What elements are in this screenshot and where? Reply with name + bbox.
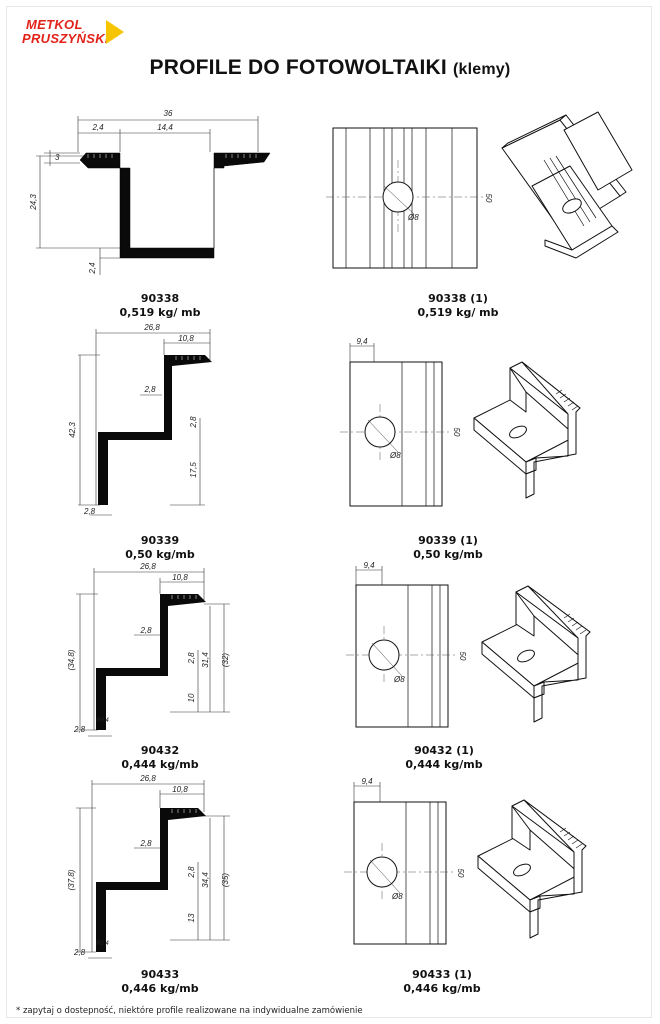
clamp-code: 90433 (1) xyxy=(412,968,472,981)
clamp-code: 90339 (1) xyxy=(418,534,478,547)
dim-offset: 9,4 xyxy=(361,777,373,786)
dim-height: (34,8) xyxy=(67,649,76,671)
dim-radius: R0,4 xyxy=(96,941,109,947)
dim-length: 50 xyxy=(452,427,461,437)
profile-code: 90338 xyxy=(140,292,180,305)
dim-height: (37,8) xyxy=(67,869,76,891)
title-sub: (klemy) xyxy=(453,61,511,78)
dim-t2: 2,8 xyxy=(187,866,196,878)
dim-length: 50 xyxy=(456,868,465,878)
profile-weight: 0,446 kg/mb xyxy=(121,982,199,995)
logo-line1: METKOL xyxy=(26,17,83,32)
dim-bottom: 2,4 xyxy=(88,262,97,274)
dim-lower: 10 xyxy=(187,693,196,703)
dim-lower: 13 xyxy=(187,913,196,923)
dim-h2: (35) xyxy=(221,872,230,888)
dim-lower: 17,5 xyxy=(189,462,198,478)
dim-base: 2,8 xyxy=(84,507,96,516)
dim-inner: 14,4 xyxy=(157,123,173,132)
dim-top: 3 xyxy=(55,153,60,162)
dim-hole: Ø8 xyxy=(392,892,403,901)
profile-code: 90432 xyxy=(140,744,180,757)
title-main: PROFILE DO FOTOWOLTAIKI xyxy=(149,56,447,79)
dim-offset: 9,4 xyxy=(363,561,375,570)
dim-width: 26,8 xyxy=(144,323,160,332)
clamp-weight: 0,444 kg/mb xyxy=(405,758,483,771)
dim-base: 2,8 xyxy=(74,725,86,734)
profile-weight: 0,50 kg/mb xyxy=(125,548,195,561)
dim-width: 36 xyxy=(163,109,173,118)
dim-t1: 2,8 xyxy=(144,385,156,394)
dim-base: 2,8 xyxy=(74,948,86,957)
profile-weight: 0,519 kg/ mb xyxy=(119,306,201,319)
dim-h2: (32) xyxy=(221,652,230,668)
dim-h1: 31,4 xyxy=(201,652,210,668)
clamp-weight: 0,519 kg/ mb xyxy=(417,306,499,319)
dim-t1: 2,8 xyxy=(140,626,152,635)
dim-height: 24,3 xyxy=(29,194,38,210)
dim-length: 50 xyxy=(458,651,467,661)
profile-weight: 0,444 kg/mb xyxy=(121,758,199,771)
dim-left: 2,4 xyxy=(92,123,104,132)
dim-offset: 9,4 xyxy=(356,337,368,346)
dim-width: 26,8 xyxy=(140,562,156,571)
clamp-code: 90432 (1) xyxy=(414,744,474,757)
dim-height: 42,3 xyxy=(68,422,77,438)
dim-t1: 2,8 xyxy=(140,839,152,848)
dim-hole: Ø8 xyxy=(408,213,419,222)
dim-radius: R0,4 xyxy=(96,718,109,724)
clamp-weight: 0,50 kg/mb xyxy=(413,548,483,561)
profile-code: 90339 xyxy=(140,534,180,547)
dim-hole: Ø8 xyxy=(394,675,405,684)
dim-t2: 2,8 xyxy=(189,416,198,428)
dim-flange: 10,8 xyxy=(172,785,188,794)
dim-length: 50 xyxy=(484,193,493,203)
dim-flange: 10,8 xyxy=(178,334,194,343)
dim-t2: 2,8 xyxy=(187,652,196,664)
logo-line2: PRUSZYŃSKI xyxy=(22,31,109,46)
clamp-90433-caption xyxy=(392,968,492,996)
availability-footnote: * zapytaj o dostepność, niektóre profile realizowane na indywidualne zamówienie xyxy=(16,1006,363,1016)
clamp-weight: 0,446 kg/mb xyxy=(403,982,481,995)
dim-h1: 34,4 xyxy=(201,872,210,888)
profile-code: 90433 xyxy=(140,968,180,981)
dim-width: 26,8 xyxy=(140,774,156,783)
dim-hole: Ø8 xyxy=(390,451,401,460)
dim-flange: 10,8 xyxy=(172,573,188,582)
clamp-code: 90338 (1) xyxy=(428,292,488,305)
